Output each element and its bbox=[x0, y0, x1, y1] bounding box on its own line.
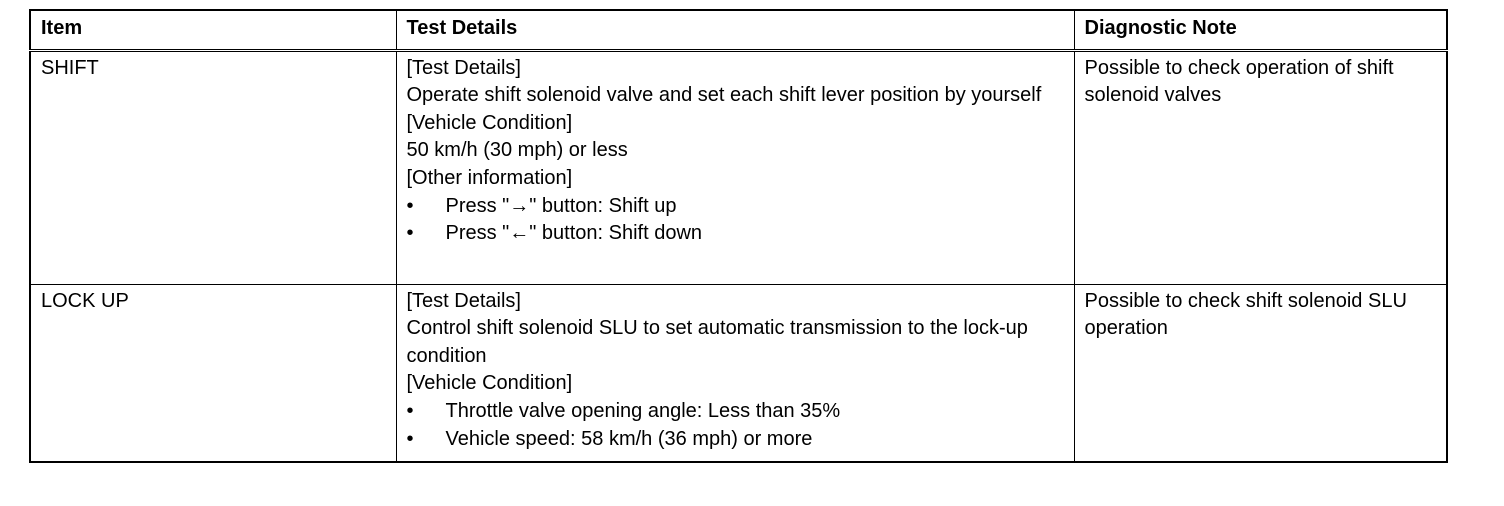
item-name: SHIFT bbox=[41, 56, 99, 79]
item-name: LOCK UP bbox=[41, 289, 129, 312]
header-item: Item bbox=[30, 10, 396, 50]
header-diagnostic-note: Diagnostic Note bbox=[1074, 10, 1447, 50]
header-test-details: Test Details bbox=[396, 10, 1074, 50]
bullet-text: Press "→" button: Shift up bbox=[445, 194, 677, 217]
list-item bbox=[407, 220, 1064, 248]
bullet-icon: • bbox=[406, 427, 414, 450]
item-cell bbox=[30, 284, 396, 462]
list-item bbox=[407, 398, 1064, 426]
bullet-icon: • bbox=[406, 194, 414, 217]
test-details-cell bbox=[396, 284, 1074, 462]
test-details-heading: [Test Details] bbox=[406, 289, 521, 312]
bullet-text: Press "←" button: Shift down bbox=[445, 222, 703, 245]
bullet-text: Throttle valve opening angle: Less than 35% bbox=[445, 399, 841, 422]
bullet-text: Vehicle speed: 58 km/h (36 mph) or more bbox=[445, 427, 813, 450]
test-details-heading: [Test Details] bbox=[406, 56, 521, 79]
other-information-heading: [Other information] bbox=[406, 166, 573, 189]
bullet-icon: • bbox=[406, 399, 414, 422]
list-item bbox=[407, 426, 1064, 454]
active-test-table bbox=[29, 9, 1448, 463]
diagnostic-note-text: Possible to check shift solenoid SLU operation bbox=[1084, 289, 1407, 340]
vehicle-condition-heading: [Vehicle Condition] bbox=[406, 372, 573, 395]
diagnostic-note-cell bbox=[1074, 284, 1447, 462]
vehicle-condition-heading: [Vehicle Condition] bbox=[406, 111, 573, 134]
diagnostic-note-text: Possible to check operation of shift solenoid valves bbox=[1084, 56, 1394, 107]
bullet-icon: • bbox=[406, 222, 414, 245]
table-header-row bbox=[30, 10, 1447, 50]
test-details-description: Operate shift solenoid valve and set each shift lever position by yourself bbox=[406, 84, 1042, 107]
diagnostic-note-cell bbox=[1074, 50, 1447, 284]
vehicle-condition-value: 50 km/h (30 mph) or less bbox=[406, 139, 628, 162]
test-details-cell bbox=[396, 50, 1074, 284]
item-cell bbox=[30, 50, 396, 284]
list-item bbox=[407, 193, 1064, 221]
table-row bbox=[30, 284, 1447, 462]
table-row bbox=[30, 50, 1447, 284]
test-details-description: Control shift solenoid SLU to set automatic transmission to the lock-up condition bbox=[406, 317, 1028, 367]
